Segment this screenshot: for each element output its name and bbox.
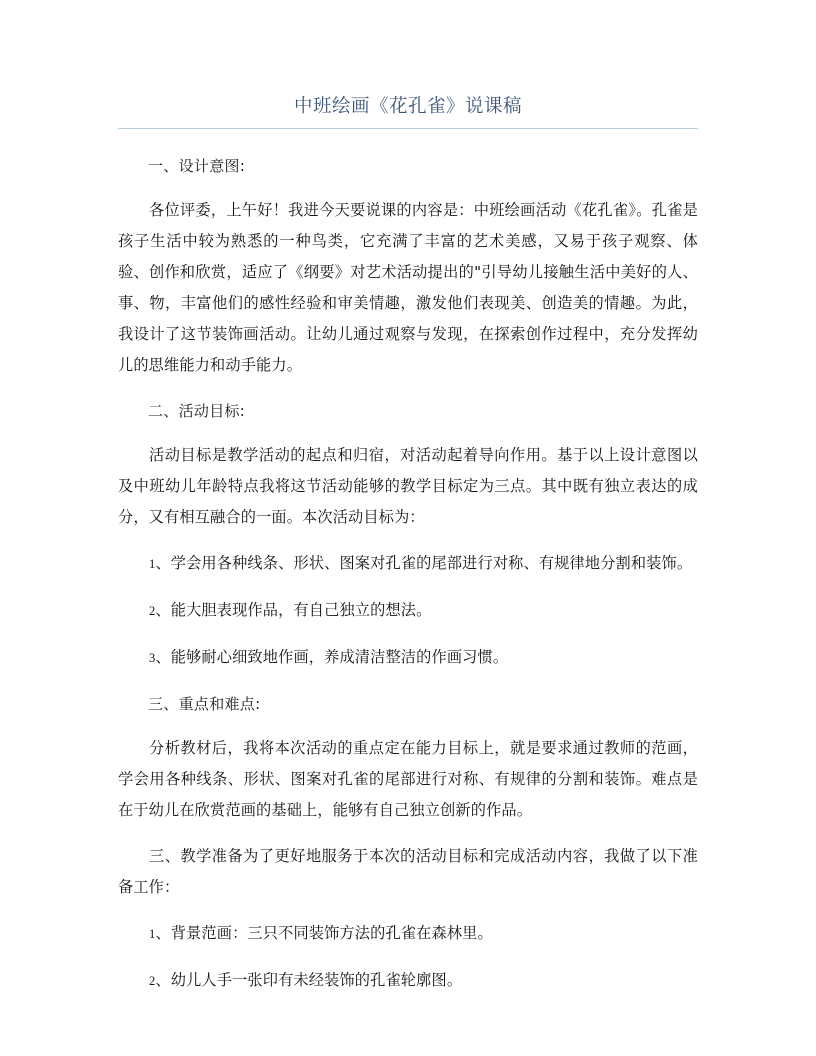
- list-item-text: 背景范画：三只不同装饰方法的孔雀在森林里。: [170, 924, 493, 942]
- list-item-separator: 、: [155, 601, 171, 619]
- list-item-text: 学会用各种线条、形状、图案对孔雀的尾部进行对称、有规律地分割和装饰。: [170, 554, 693, 572]
- list-item-separator: 、: [155, 554, 171, 572]
- list-item: [118, 965, 698, 997]
- title-divider: [118, 128, 698, 129]
- section-heading-3: 三、重点和难点:: [148, 695, 261, 713]
- list-item-number: 2: [149, 974, 156, 988]
- list-item: [118, 548, 698, 580]
- list-item-text: 能大胆表现作品，有自己独立的想法。: [170, 601, 432, 619]
- list-item-separator: 、: [155, 924, 171, 942]
- list-item-text: 幼儿人手一张印有未经装饰的孔雀轮廓图。: [170, 971, 463, 989]
- document-content: [118, 92, 698, 1012]
- section-paragraph-3-1: 分析教材后，我将本次活动的重点定在能力目标上，就是要求通过教师的范画，学会用各种线条、形状、图案对孔雀的尾部进行对称、有规律的分割和装饰。难点是在于幼儿在欣赏范画的基础上，能够有自己独立创新的作品。: [118, 739, 698, 819]
- list-item: [118, 642, 698, 674]
- list-item-number: 3: [149, 651, 156, 665]
- section-heading-1: 一、设计意图:: [148, 157, 246, 175]
- list-item-separator: 、: [155, 648, 171, 666]
- list-item-separator: 、: [155, 971, 171, 989]
- list-item: [118, 595, 698, 627]
- list-item-number: 2: [149, 604, 156, 618]
- page-title: 中班绘画《花孔雀》说课稿: [293, 96, 522, 117]
- section-paragraph-4-1: 三、教学准备为了更好地服务于本次的活动目标和完成活动内容，我做了以下准备工作：: [118, 847, 698, 896]
- list-item-text: 能够耐心细致地作画，养成清洁整洁的作画习惯。: [170, 648, 509, 666]
- list-item-number: 1: [149, 927, 156, 941]
- list-item-number: 1: [149, 557, 156, 571]
- list-item: [118, 918, 698, 950]
- section-paragraph-1-1: 各位评委，上午好！我进今天要说课的内容是：中班绘画活动《花孔雀》。孔雀是孩子生活中较为熟悉的一种鸟类，它充满了丰富的艺术美感，又易于孩子观察、体验、创作和欣赏，适应了《纲要》对艺术活动提出的"引导幼儿接触生活中美好的人、事、物，丰富他们的感性经验和审美情趣，激发他们表现美、创造美的情趣。为此，我设计了这节装饰画活动。让幼儿通过观察与发现，在探索创作过程中，充分发挥幼儿的思维能力和动手能力。: [118, 201, 698, 374]
- section-heading-2: 二、活动目标:: [148, 402, 246, 420]
- section-paragraph-2-1: 活动目标是教学活动的起点和归宿，对活动起着导向作用。基于以上设计意图以及中班幼儿年龄特点我将这节活动能够的教学目标定为三点。其中既有独立表达的成分，又有相互融合的一面。本次活动目标为：: [118, 446, 698, 526]
